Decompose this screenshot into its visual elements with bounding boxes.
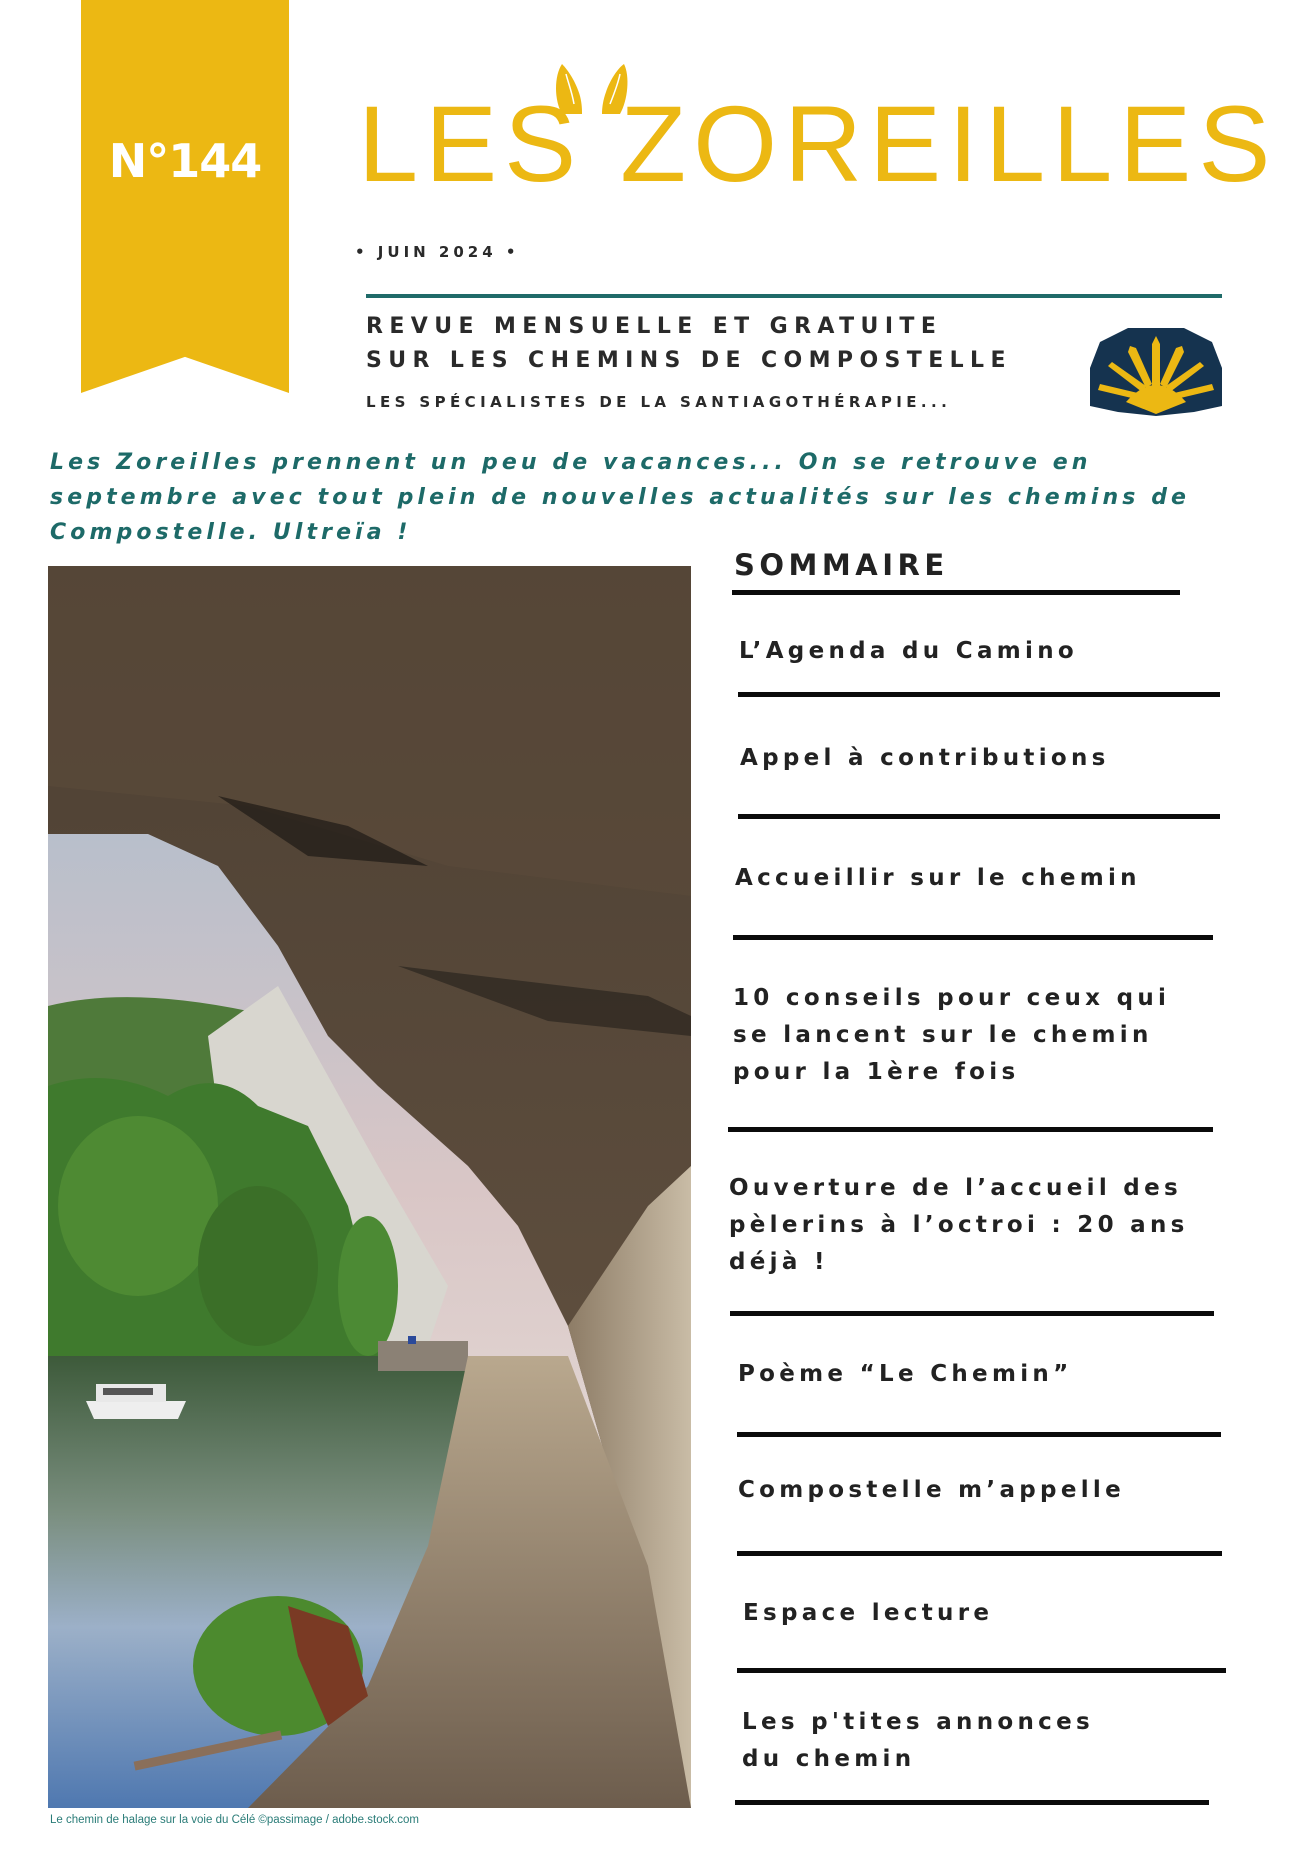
photo-caption: Le chemin de halage sur la voie du Célé ©passimage / adobe.stock.com <box>50 1814 420 1826</box>
intro-line: Les Zoreilles prennent un peu de vacances... On se retrouve en <box>50 450 1092 475</box>
toc-divider <box>730 1311 1214 1316</box>
tagline: LES SPÉCIALISTES DE LA SANTIAGOTHÉRAPIE... <box>366 393 952 411</box>
cover-photo <box>48 566 691 1808</box>
toc-item-espace-lecture[interactable]: Espace lecture <box>743 1600 994 1626</box>
toc-item-accueillir[interactable]: Accueillir sur le chemin <box>735 865 1141 891</box>
toc-divider <box>738 814 1220 819</box>
masthead-title: LES ZOREILLES <box>358 83 1278 204</box>
intro-line: septembre avec tout plein de nouvelles actualités sur les chemins de <box>50 485 1191 510</box>
sommaire-title: SOMMAIRE <box>734 548 949 582</box>
toc-divider <box>737 1668 1226 1673</box>
scallop-shell-icon <box>1090 328 1222 416</box>
toc-item-agenda[interactable]: L’Agenda du Camino <box>739 638 1079 664</box>
intro-paragraph <box>50 445 1250 550</box>
masthead-divider <box>366 294 1222 298</box>
toc-item-ouverture[interactable]: Ouverture de l’accueil des pèlerins à l’octroi : 20 ans déjà ! <box>729 1175 1189 1275</box>
toc-divider <box>737 1551 1222 1556</box>
cliff-river-photo <box>48 566 691 1808</box>
intro-line: Compostelle. Ultreïa ! <box>50 520 412 545</box>
issue-ribbon <box>81 0 289 393</box>
toc-divider <box>735 1800 1209 1805</box>
toc-divider <box>737 1432 1221 1437</box>
toc-item-poeme[interactable]: Poème “Le Chemin” <box>738 1361 1073 1387</box>
toc-divider <box>728 1127 1213 1132</box>
toc-item-annonces[interactable]: Les p'tites annonces du chemin <box>742 1709 1094 1772</box>
sommaire-divider <box>732 590 1180 595</box>
toc-item-appel[interactable]: Appel à contributions <box>740 745 1110 771</box>
subtitle-line-2: SUR LES CHEMINS DE COMPOSTELLE <box>366 348 1012 373</box>
issue-date: • JUIN 2024 • <box>355 243 520 261</box>
subtitle-line-1: REVUE MENSUELLE ET GRATUITE <box>366 314 943 339</box>
issue-number: N°144 <box>108 134 262 188</box>
toc-item-10-conseils[interactable]: 10 conseils pour ceux qui se lancent sur le chemin pour la 1ère fois <box>733 985 1171 1085</box>
toc-item-compostelle[interactable]: Compostelle m’appelle <box>738 1477 1125 1503</box>
toc-divider <box>738 692 1220 697</box>
toc-divider <box>733 935 1213 940</box>
